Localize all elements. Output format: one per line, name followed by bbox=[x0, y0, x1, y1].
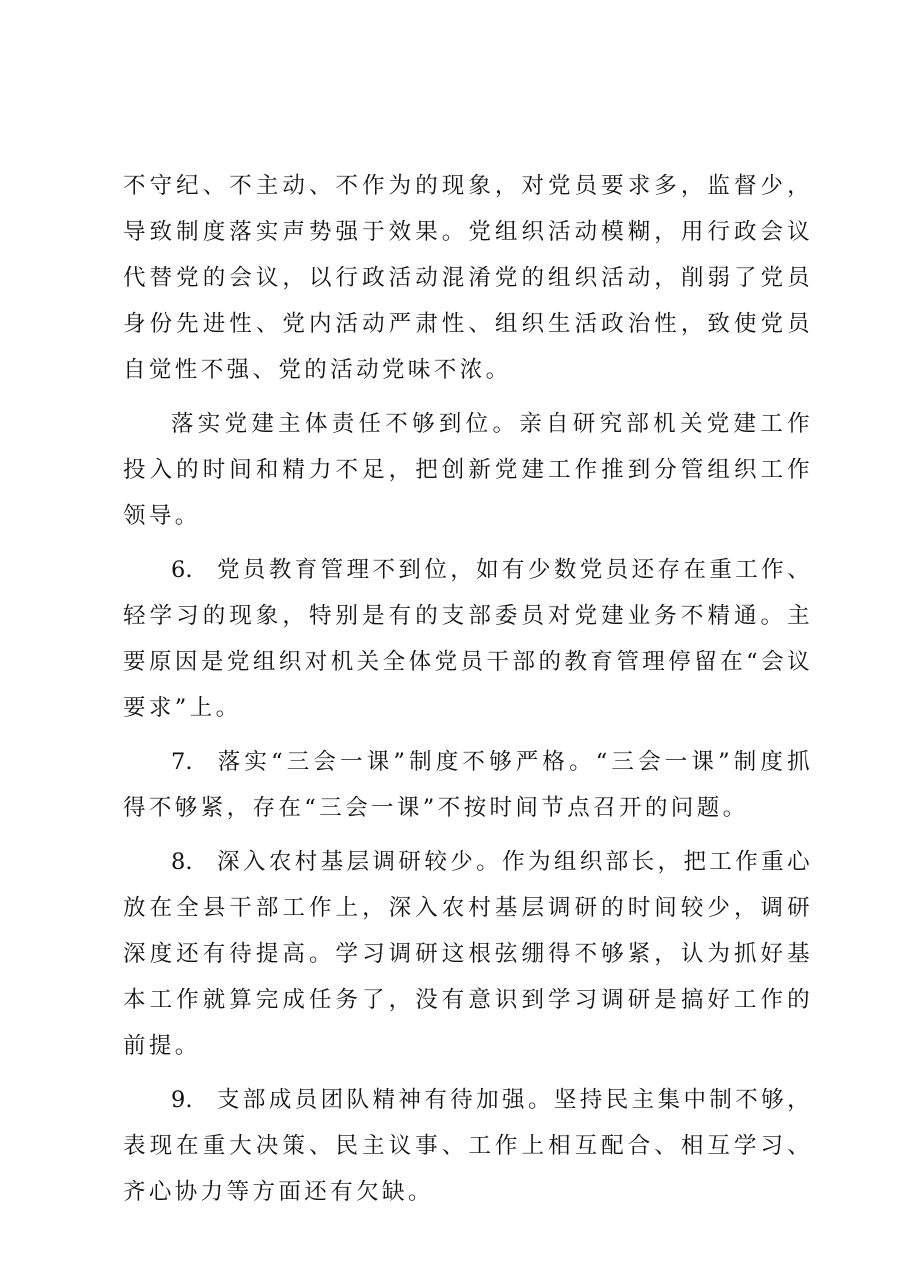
paragraph-number: 8. bbox=[171, 849, 193, 875]
paragraph-item-6 bbox=[123, 547, 813, 731]
paragraph-text: 不守纪、不主动、不作为的现象，对党员要求多，监督少，导致制度落实声势强于效果。党组织活动模糊，用行政会议代替党的会议，以行政活动混淆党的组织活动，削弱了党员身份先进性、党内活动严肃性、组织生活政治性，致使党员自觉性不强、党的活动党味不浓。 bbox=[123, 173, 813, 383]
paragraph-number: 9. bbox=[171, 1087, 193, 1113]
paragraph-text: 党员教育管理不到位，如有少数党员还存在重工作、轻学习的现象，特别是有的支部委员对党建业务不精通。主要原因是党组织对机关全体党员干部的教育管理停留在“会议要求”上。 bbox=[123, 557, 813, 721]
paragraph-number: 7. bbox=[171, 749, 193, 775]
paragraph-item-8 bbox=[123, 839, 813, 1069]
paragraph-text: 落实党建主体责任不够到位。亲自研究部机关党建工作投入的时间和精力不足，把创新党建工作推到分管组织工作领导。 bbox=[123, 411, 813, 529]
paragraph-number: 6. bbox=[171, 557, 193, 583]
paragraph-text: 落实“三会一课”制度不够严格。“三会一课”制度抓得不够紧，存在“三会一课”不按时间节点召开的问题。 bbox=[123, 749, 813, 821]
paragraph-party-building-responsibility bbox=[123, 401, 813, 539]
paragraph-text: 支部成员团队精神有待加强。坚持民主集中制不够，表现在重大决策、民主议事、工作上相互配合、相互学习、齐心协力等方面还有欠缺。 bbox=[123, 1087, 813, 1205]
paragraph-text: 深入农村基层调研较少。作为组织部长，把工作重心放在全县干部工作上，深入农村基层调研的时间较少，调研深度还有待提高。学习调研这根弦绷得不够紧，认为抓好基本工作就算完成任务了，没有意识到学习调研是搞好工作的前提。 bbox=[123, 849, 813, 1059]
paragraph-item-7 bbox=[123, 739, 813, 831]
document-body bbox=[123, 163, 813, 1223]
paragraph-continued bbox=[123, 163, 813, 393]
paragraph-item-9 bbox=[123, 1077, 813, 1215]
